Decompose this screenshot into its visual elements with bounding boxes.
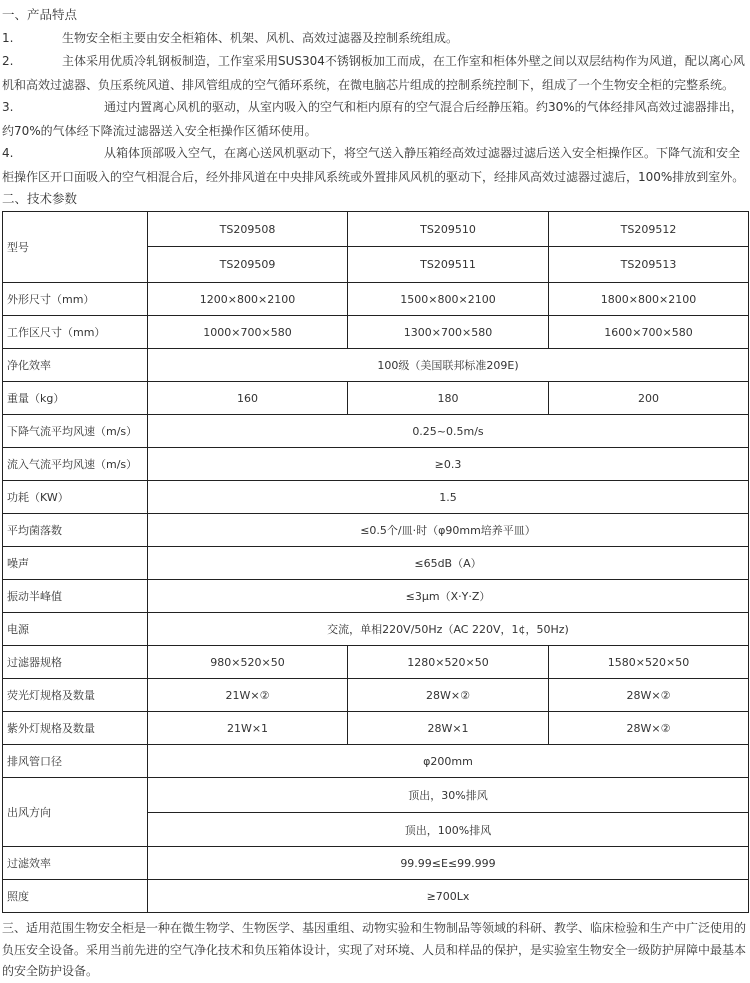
feature-item-2: [2, 50, 748, 97]
row-label: 净化效率: [3, 349, 148, 382]
table-row: [3, 349, 749, 382]
feature-item-3: [2, 96, 748, 143]
row-label: 流入气流平均风速（m/s）: [3, 448, 148, 481]
table-cell: TS209513: [549, 247, 749, 283]
row-label: 外形尺寸（mm）: [3, 283, 148, 316]
table-row: [3, 415, 749, 448]
table-row: [3, 448, 749, 481]
table-cell: 100级（美国联邦标准209E): [148, 349, 749, 382]
table-row: [3, 547, 749, 580]
table-cell: 顶出，30%排风: [148, 778, 749, 813]
table-row: [3, 712, 749, 745]
row-label: 平均菌落数: [3, 514, 148, 547]
row-label-outlet-direction: 出风方向: [3, 778, 148, 847]
table-row: [3, 745, 749, 778]
row-label: 下降气流平均风速（m/s）: [3, 415, 148, 448]
table-cell: 1500×800×2100: [348, 283, 549, 316]
spec-table: [2, 211, 749, 913]
row-label: 紫外灯规格及数量: [3, 712, 148, 745]
table-cell: ≤3μm（X·Y·Z）: [148, 580, 749, 613]
row-label: 照度: [3, 880, 148, 913]
table-cell: 160: [148, 382, 348, 415]
table-cell: TS209509: [148, 247, 348, 283]
table-row: [3, 646, 749, 679]
table-cell: 980×520×50: [148, 646, 348, 679]
table-row: [3, 212, 749, 247]
table-row: [3, 481, 749, 514]
table-cell: ≥700Lx: [148, 880, 749, 913]
row-label: 过滤器规格: [3, 646, 148, 679]
row-label: 振动半峰值: [3, 580, 148, 613]
row-label: 重量（kg）: [3, 382, 148, 415]
table-row: [3, 880, 749, 913]
section2-heading: 二、技术参数: [2, 191, 78, 206]
table-cell: TS209508: [148, 212, 348, 247]
section3-paragraph: 三、适用范围生物安全柜是一种在微生物学、生物医学、基因重组、动物实验和生物制品等领域的科研、教学、临床检验和生产中广泛使用的负压安全设备。采用当前先进的空气净化技术和负压箱体设计，实现了对环境、人员和样品的保护，是实验室生物安全一级防护屏障中最基本的安全防护设备。: [2, 921, 747, 978]
table-cell: 21W×1: [148, 712, 348, 745]
table-cell: 99.99≤E≤99.999: [148, 847, 749, 880]
row-label: 噪声: [3, 547, 148, 580]
table-cell: 21W×②: [148, 679, 348, 712]
table-cell: 1.5: [148, 481, 749, 514]
table-cell: 1300×700×580: [348, 316, 549, 349]
table-cell: ≤65dB（A）: [148, 547, 749, 580]
feature-item-number: 3.: [2, 100, 14, 114]
row-label: 排风管口径: [3, 745, 148, 778]
feature-item-number: 4.: [2, 146, 14, 160]
table-row: [3, 580, 749, 613]
row-label: 过滤效率: [3, 847, 148, 880]
table-row: [3, 847, 749, 880]
section1-heading: 一、产品特点: [2, 7, 78, 22]
table-cell: 28W×②: [549, 712, 749, 745]
table-row: [3, 514, 749, 547]
feature-item-1: [2, 27, 748, 51]
table-cell: ≥0.3: [148, 448, 749, 481]
table-cell: φ200mm: [148, 745, 749, 778]
table-cell: 28W×②: [549, 679, 749, 712]
row-label: 荧光灯规格及数量: [3, 679, 148, 712]
table-cell: TS209510: [348, 212, 549, 247]
feature-item-text: 生物安全柜主要由安全柜箱体、机架、风机、高效过滤器及控制系统组成。: [62, 31, 459, 45]
feature-item-text: 主体采用优质冷轧钢板制造，工作室采用SUS304不锈钢板加工而成，在工作室和柜体外壁之间以双层结构作为风道，配以离心风机和高效过滤器、负压系统风道、排风管组成的空气循环系统，在微电脑芯片组成的控制系统控制下，组成了一个生物安全柜的完整系统。: [2, 54, 745, 92]
table-row: [3, 316, 749, 349]
table-cell: 180: [348, 382, 549, 415]
table-row: [3, 679, 749, 712]
table-cell: ≤0.5个/皿·时（φ90mm培养平皿）: [148, 514, 749, 547]
table-row: [3, 382, 749, 415]
table-cell: 1200×800×2100: [148, 283, 348, 316]
feature-item-number: 2.: [2, 54, 14, 68]
row-label: 功耗（KW）: [3, 481, 148, 514]
table-cell: TS209511: [348, 247, 549, 283]
table-cell: 1600×700×580: [549, 316, 749, 349]
table-cell: 顶出，100%排风: [148, 813, 749, 847]
row-label: 电源: [3, 613, 148, 646]
table-cell: 1280×520×50: [348, 646, 549, 679]
row-label: 工作区尺寸（mm）: [3, 316, 148, 349]
table-cell: 28W×1: [348, 712, 549, 745]
row-label-model: 型号: [3, 212, 148, 283]
table-cell: 1000×700×580: [148, 316, 348, 349]
table-cell: 1580×520×50: [549, 646, 749, 679]
table-cell: 28W×②: [348, 679, 549, 712]
table-row: [3, 283, 749, 316]
feature-item-4: [2, 142, 748, 189]
table-cell: 1800×800×2100: [549, 283, 749, 316]
table-cell: 交流，单相220V/50Hz（AC 220V，1¢，50Hz): [148, 613, 749, 646]
table-cell: 0.25~0.5m/s: [148, 415, 749, 448]
feature-item-number: 1.: [2, 31, 14, 45]
table-row: [3, 613, 749, 646]
table-row: [3, 778, 749, 813]
feature-item-text: 从箱体顶部吸入空气，在离心送风机驱动下，将空气送入静压箱经高效过滤器过滤后送入安全柜操作区。下降气流和安全柜操作区开口面吸入的空气相混合后，经外排风道在中央排风系统或外置排风风机的驱动下，经排风高效过滤器过滤后，100%排放到室外。: [2, 146, 745, 184]
table-cell: 200: [549, 382, 749, 415]
table-cell: TS209512: [549, 212, 749, 247]
feature-item-text: 通过内置离心风机的驱动，从室内吸入的空气和柜内原有的空气混合后经静压箱。约30%的气体经排风高效过滤器排出，约70%的气体经下降流过滤器送入安全柜操作区循环使用。: [2, 100, 743, 138]
